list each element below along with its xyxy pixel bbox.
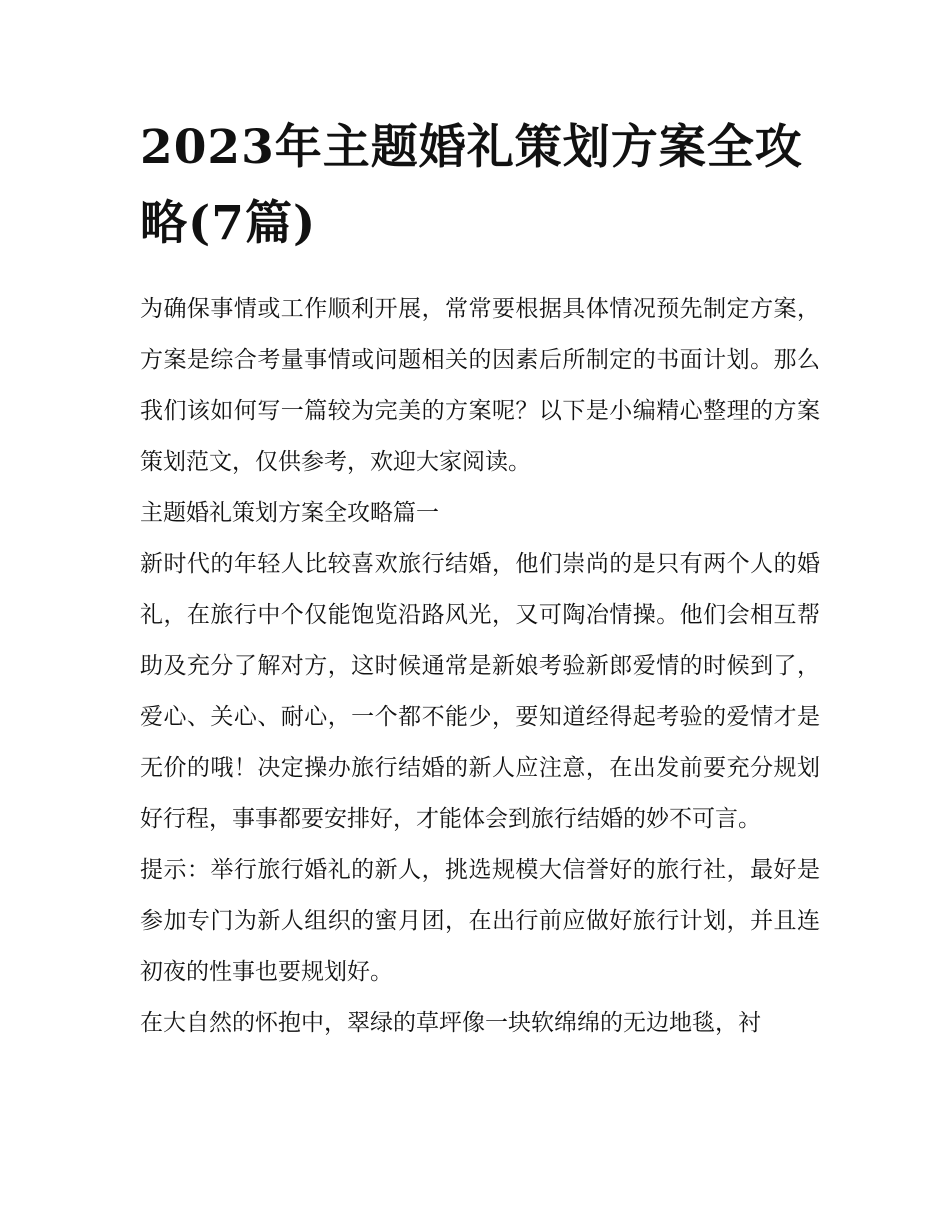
section-heading: 主题婚礼策划方案全攻略篇一 bbox=[140, 500, 439, 526]
intro-paragraph: 为确保事情或工作顺利开展，常常要根据具体情况预先制定方案，方案是综合考量事情或问题相关的因素后所制定的书面计划。那么我们该如何写一篇较为完美的方案呢？以下是小编精心整理的方案策划范文，仅供参考，欢迎大家阅读。 bbox=[140, 296, 820, 475]
body-paragraph-1: 新时代的年轻人比较喜欢旅行结婚，他们崇尚的是只有两个人的婚礼，在旅行中个仅能饱览沿路风光，又可陶冶情操。他们会相互帮助及充分了解对方，这时候通常是新娘考验新郎爱情的时候到了，爱心、关心、耐心，一个都不能少，要知道经得起考验的爱情才是无价的哦！决定操办旅行结婚的新人应注意，在出发前要充分规划好行程，事事都要安排好，才能体会到旅行结婚的妙不可言。 bbox=[140, 551, 820, 832]
body-paragraph-3: 在大自然的怀抱中，翠绿的草坪像一块软绵绵的无边地毯，衬 bbox=[140, 1010, 761, 1036]
body-paragraph-2: 提示：举行旅行婚礼的新人，挑选规模大信誉好的旅行社，最好是参加专门为新人组织的蜜月团，在出行前应做好旅行计划，并且连初夜的性事也要规划好。 bbox=[140, 857, 820, 985]
document-page bbox=[140, 110, 820, 1049]
document-title: 2023年主题婚礼策划方案全攻略(7篇) bbox=[140, 120, 803, 251]
